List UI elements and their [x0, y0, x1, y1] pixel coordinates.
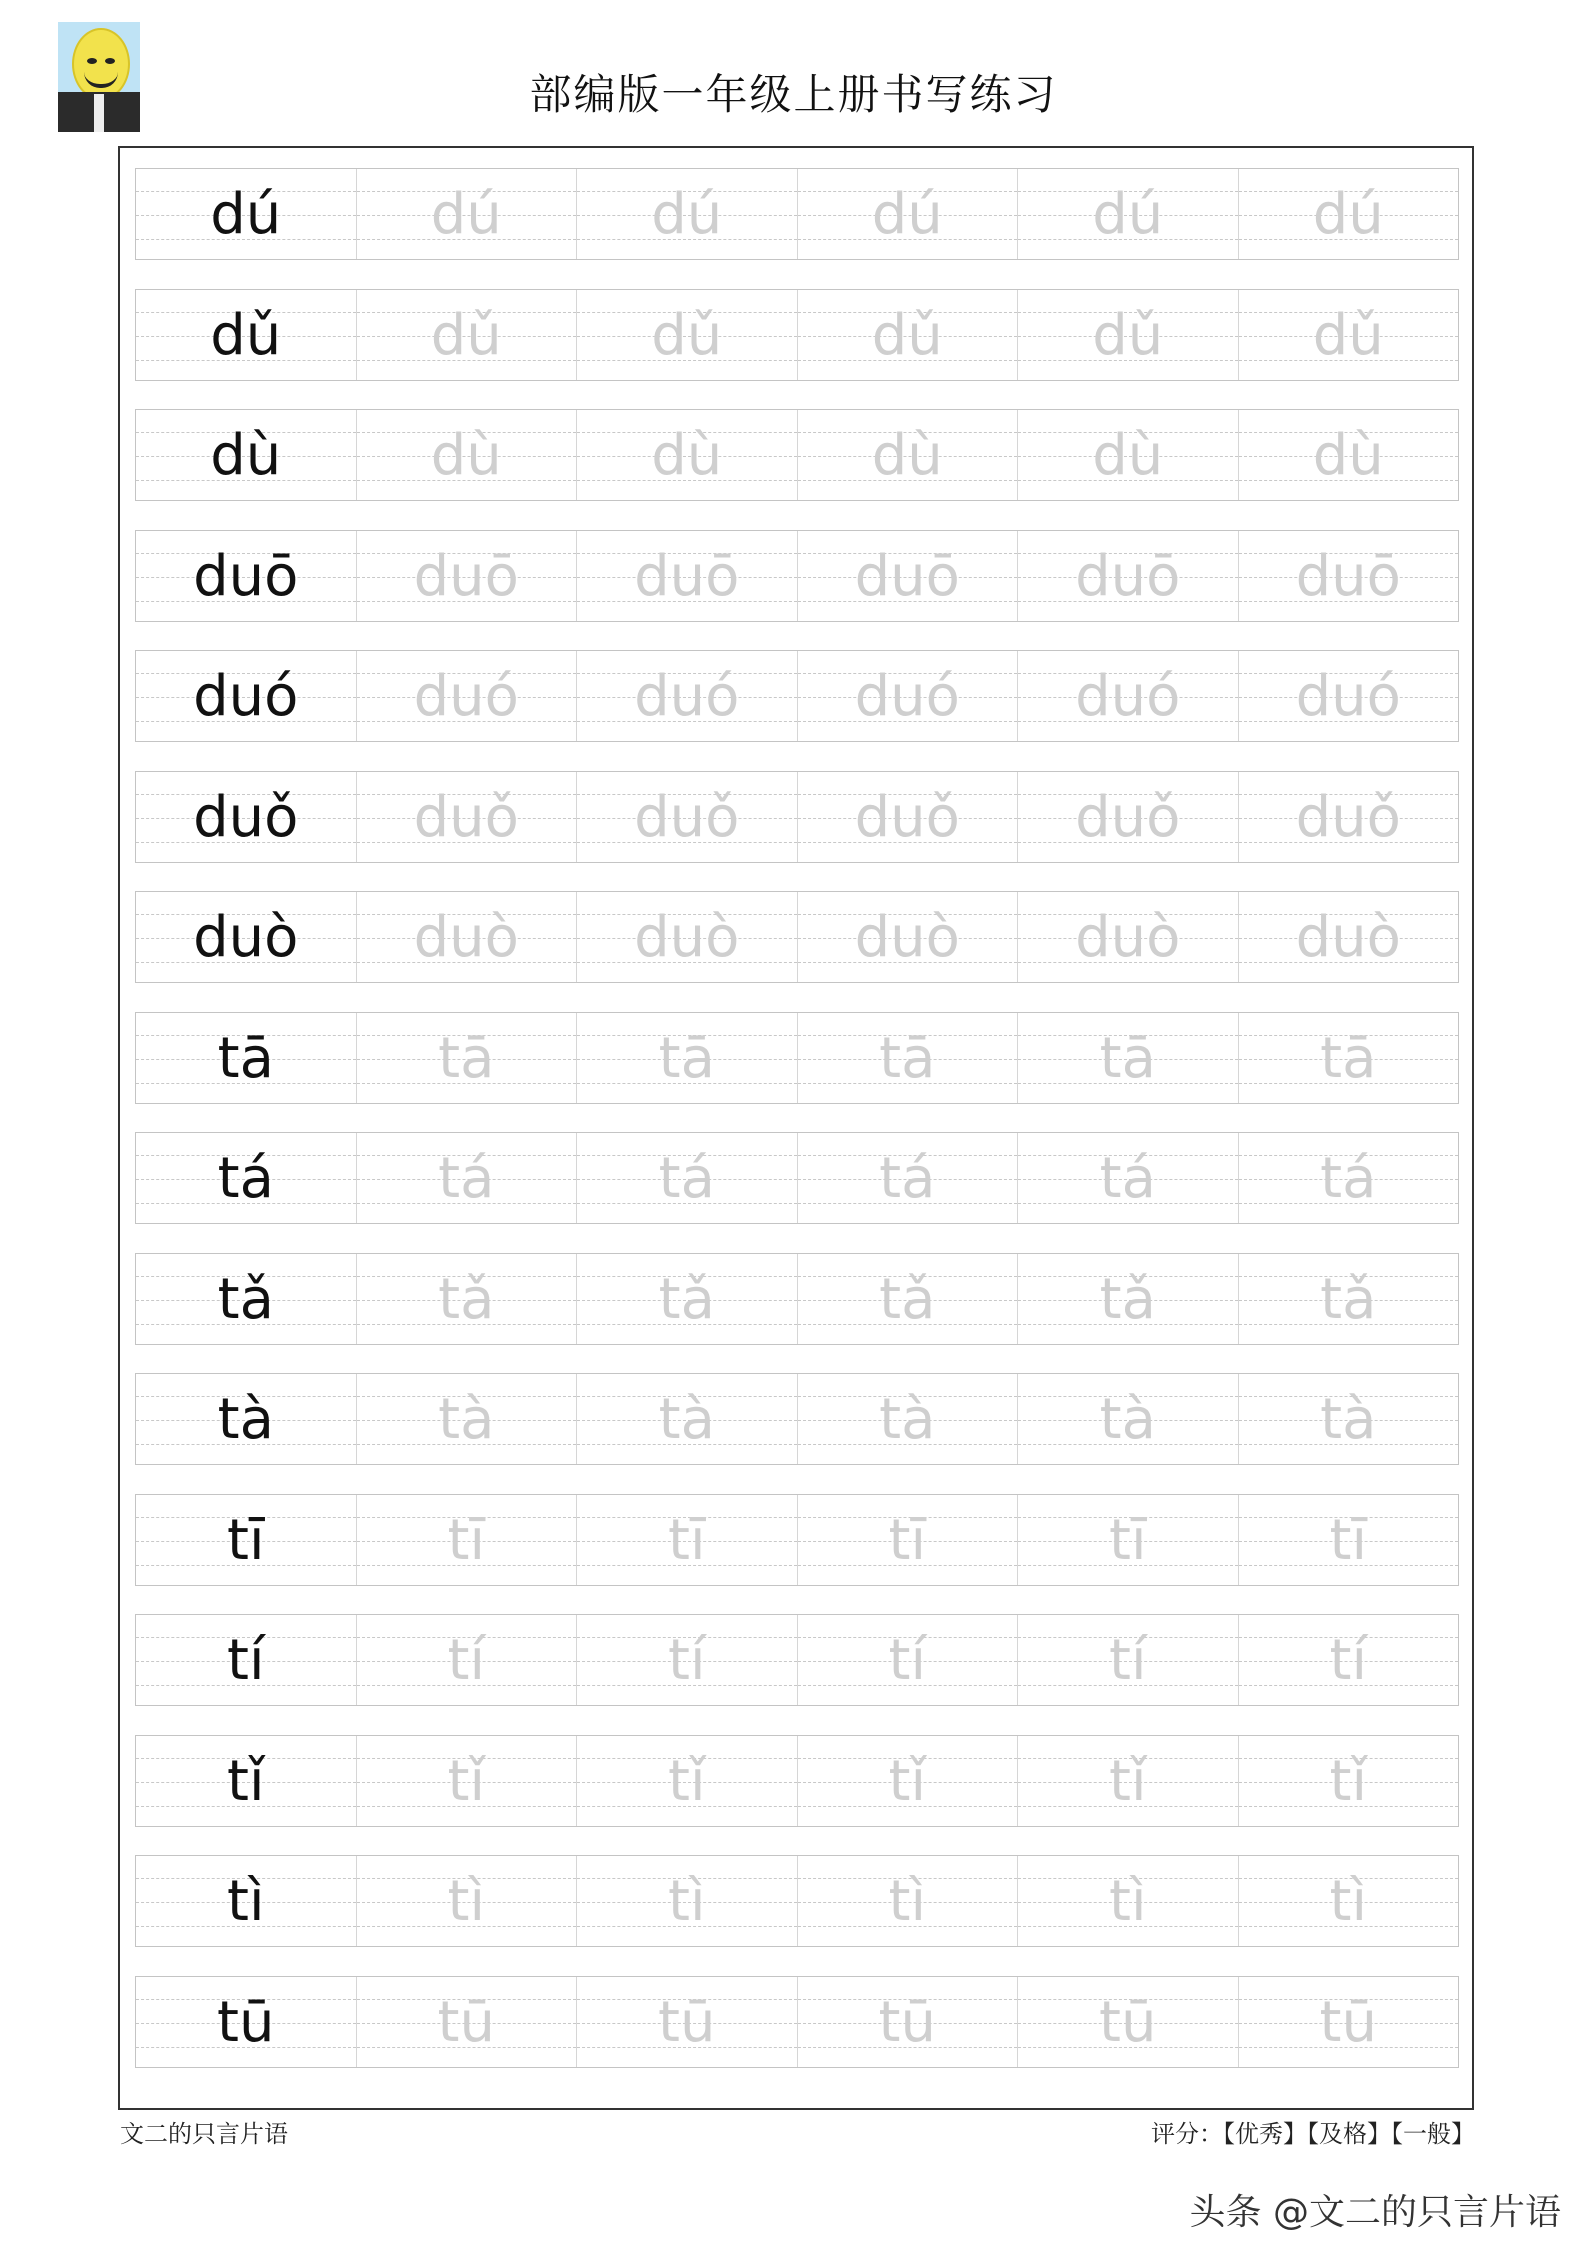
pinyin-trace: tá: [1099, 1146, 1156, 1211]
pinyin-trace: duó: [634, 664, 740, 729]
trace-cell: [357, 892, 578, 982]
pinyin-trace: tì: [1329, 1869, 1367, 1934]
pinyin-trace: tǐ: [888, 1748, 926, 1814]
pinyin-trace: tā: [658, 1025, 715, 1091]
trace-cell: [798, 1977, 1019, 2067]
trace-cell: [1239, 531, 1459, 621]
practice-row: [135, 1855, 1459, 1947]
pinyin-trace: tǐ: [1108, 1748, 1147, 1814]
pinyin-trace: duò: [634, 905, 740, 970]
practice-row: [135, 1735, 1459, 1827]
pinyin-trace: duò: [854, 905, 960, 970]
trace-cell: [577, 1615, 798, 1705]
trace-cell: [1018, 772, 1239, 862]
pinyin-trace: tá: [1320, 1146, 1377, 1211]
practice-row: [135, 530, 1459, 622]
model-cell: [136, 290, 357, 380]
practice-row: [135, 1012, 1459, 1104]
trace-cell: [1018, 1013, 1239, 1103]
trace-cell: [798, 1374, 1019, 1464]
trace-cell: [577, 410, 798, 500]
trace-cell: [798, 410, 1019, 500]
trace-cell: [1239, 290, 1459, 380]
trace-cell: [357, 1374, 578, 1464]
model-cell: [136, 1254, 357, 1344]
pinyin-model: dú: [210, 182, 282, 247]
pinyin-trace: tǐ: [667, 1748, 706, 1814]
pinyin-trace: duó: [413, 664, 519, 729]
pinyin-trace: tā: [1099, 1025, 1156, 1091]
trace-cell: [1018, 531, 1239, 621]
trace-cell: [1239, 892, 1459, 982]
trace-cell: [357, 1254, 578, 1344]
pinyin-trace: duō: [1295, 543, 1401, 609]
trace-cell: [798, 1495, 1019, 1585]
trace-cell: [357, 169, 578, 259]
pinyin-model: tū: [217, 1989, 275, 2055]
pinyin-trace: tā: [438, 1025, 495, 1091]
pinyin-trace: dú: [1092, 182, 1164, 247]
practice-row: [135, 1614, 1459, 1706]
pinyin-trace: duó: [854, 664, 960, 729]
trace-cell: [577, 531, 798, 621]
practice-row: [135, 409, 1459, 501]
trace-cell: [357, 772, 578, 862]
trace-cell: [577, 1133, 798, 1223]
pinyin-trace: tū: [878, 1989, 936, 2055]
trace-cell: [357, 1736, 578, 1826]
trace-cell: [1018, 1133, 1239, 1223]
page-title: 部编版一年级上册书写练习: [529, 70, 1058, 119]
trace-cell: [357, 1013, 578, 1103]
pinyin-trace: tà: [1099, 1387, 1156, 1452]
pinyin-trace: tà: [438, 1387, 495, 1452]
trace-cell: [1239, 1254, 1459, 1344]
trace-cell: [798, 1013, 1019, 1103]
pinyin-trace: duò: [1295, 905, 1401, 970]
pinyin-trace: dù: [1312, 423, 1384, 488]
pinyin-model: tì: [226, 1869, 265, 1934]
trace-cell: [577, 651, 798, 741]
model-cell: [136, 772, 357, 862]
trace-cell: [798, 772, 1019, 862]
pinyin-model: dù: [210, 423, 282, 488]
trace-cell: [577, 772, 798, 862]
pinyin-trace: tā: [1320, 1025, 1377, 1091]
trace-cell: [577, 1736, 798, 1826]
trace-cell: [1239, 410, 1459, 500]
model-cell: [136, 1495, 357, 1585]
model-cell: [136, 1374, 357, 1464]
pinyin-model: duǒ: [193, 784, 299, 850]
pinyin-trace: duǒ: [634, 784, 740, 850]
pinyin-trace: tī: [447, 1507, 485, 1573]
pinyin-trace: tì: [447, 1869, 485, 1934]
trace-cell: [1018, 1856, 1239, 1946]
trace-cell: [1018, 1254, 1239, 1344]
model-cell: [136, 1013, 357, 1103]
trace-cell: [1018, 290, 1239, 380]
trace-cell: [357, 531, 578, 621]
pinyin-trace: duō: [1075, 543, 1181, 609]
trace-cell: [1018, 410, 1239, 500]
pinyin-trace: tí: [667, 1628, 706, 1693]
trace-cell: [357, 410, 578, 500]
pinyin-model: duō: [193, 543, 299, 609]
pinyin-trace: tí: [1329, 1628, 1367, 1693]
trace-cell: [577, 1977, 798, 2067]
pinyin-trace: tǎ: [1099, 1266, 1156, 1332]
pinyin-trace: tì: [888, 1869, 926, 1934]
pinyin-trace: tī: [1329, 1507, 1367, 1573]
trace-cell: [798, 1254, 1019, 1344]
practice-row: [135, 289, 1459, 381]
pinyin-trace: tǎ: [879, 1266, 936, 1332]
trace-cell: [798, 651, 1019, 741]
trace-cell: [577, 169, 798, 259]
pinyin-model: tā: [217, 1025, 274, 1091]
pinyin-model: duò: [193, 905, 299, 970]
practice-row: [135, 891, 1459, 983]
pinyin-model: tǐ: [226, 1748, 265, 1814]
model-cell: [136, 410, 357, 500]
trace-cell: [1239, 169, 1459, 259]
trace-cell: [577, 892, 798, 982]
trace-cell: [798, 892, 1019, 982]
pinyin-trace: dú: [651, 182, 723, 247]
trace-cell: [1018, 1374, 1239, 1464]
pinyin-trace: tà: [879, 1387, 936, 1452]
practice-row: [135, 1494, 1459, 1586]
model-cell: [136, 1736, 357, 1826]
trace-cell: [1018, 1977, 1239, 2067]
practice-row: [135, 650, 1459, 742]
pinyin-trace: dǔ: [651, 302, 723, 368]
trace-cell: [1018, 892, 1239, 982]
pinyin-trace: tī: [667, 1507, 706, 1573]
pinyin-trace: duō: [854, 543, 960, 609]
trace-cell: [798, 1856, 1019, 1946]
pinyin-trace: dú: [871, 182, 943, 247]
pinyin-trace: tū: [1099, 1989, 1157, 2055]
pinyin-trace: tá: [438, 1146, 495, 1211]
trace-cell: [577, 290, 798, 380]
trace-cell: [577, 1495, 798, 1585]
pinyin-trace: dǔ: [1092, 302, 1164, 368]
practice-row: [135, 1253, 1459, 1345]
pinyin-trace: tū: [1319, 1989, 1377, 2055]
trace-cell: [1239, 1374, 1459, 1464]
pinyin-trace: tā: [879, 1025, 936, 1091]
practice-row: [135, 1132, 1459, 1224]
pinyin-trace: tǎ: [658, 1266, 715, 1332]
pinyin-trace: tà: [1320, 1387, 1377, 1452]
trace-cell: [357, 1856, 578, 1946]
pinyin-trace: tí: [1108, 1628, 1147, 1693]
trace-cell: [1239, 1133, 1459, 1223]
pinyin-trace: dù: [1092, 423, 1164, 488]
model-cell: [136, 531, 357, 621]
trace-cell: [357, 1615, 578, 1705]
trace-cell: [577, 1254, 798, 1344]
trace-cell: [357, 1495, 578, 1585]
trace-cell: [1018, 1736, 1239, 1826]
trace-cell: [798, 531, 1019, 621]
practice-row: [135, 771, 1459, 863]
pinyin-model: tī: [226, 1507, 265, 1573]
pinyin-trace: duō: [413, 543, 519, 609]
pinyin-trace: tá: [879, 1146, 936, 1211]
model-cell: [136, 1977, 357, 2067]
pinyin-trace: dǔ: [1312, 302, 1384, 368]
trace-cell: [357, 290, 578, 380]
pinyin-trace: duò: [413, 905, 519, 970]
trace-cell: [1239, 1615, 1459, 1705]
pinyin-model: tà: [217, 1387, 274, 1452]
pinyin-trace: dǔ: [871, 302, 943, 368]
pinyin-trace: tá: [658, 1146, 715, 1211]
trace-cell: [798, 1133, 1019, 1223]
trace-cell: [798, 169, 1019, 259]
trace-cell: [1239, 1013, 1459, 1103]
trace-cell: [1239, 1736, 1459, 1826]
pinyin-trace: dù: [871, 423, 943, 488]
pinyin-trace: duǒ: [1295, 784, 1401, 850]
pinyin-trace: tǎ: [438, 1266, 495, 1332]
pinyin-model: dǔ: [210, 302, 282, 368]
practice-frame: [118, 146, 1474, 2110]
pinyin-trace: duǒ: [413, 784, 519, 850]
trace-cell: [357, 1133, 578, 1223]
practice-row: [135, 1976, 1459, 2068]
pinyin-trace: dǔ: [430, 302, 502, 368]
trace-cell: [1239, 651, 1459, 741]
pinyin-trace: tū: [658, 1989, 716, 2055]
practice-row: [135, 168, 1459, 260]
pinyin-trace: dù: [430, 423, 502, 488]
pinyin-trace: tǐ: [447, 1748, 485, 1814]
footer-score-label: 评分：【优秀】【及格】【一般】: [1151, 2120, 1475, 2148]
trace-cell: [1018, 1615, 1239, 1705]
watermark: 头条 @文二的只言片语: [1189, 2192, 1561, 2233]
pinyin-trace: duǒ: [854, 784, 960, 850]
pinyin-trace: duō: [634, 543, 740, 609]
pinyin-trace: tí: [888, 1628, 926, 1693]
pinyin-trace: tū: [437, 1989, 495, 2055]
pinyin-model: tá: [217, 1146, 274, 1211]
pinyin-model: tǎ: [217, 1266, 274, 1332]
trace-cell: [1018, 651, 1239, 741]
trace-cell: [1239, 1977, 1459, 2067]
pinyin-trace: duò: [1075, 905, 1181, 970]
pinyin-trace: tī: [1108, 1507, 1147, 1573]
trace-cell: [1239, 1495, 1459, 1585]
trace-cell: [357, 651, 578, 741]
model-cell: [136, 651, 357, 741]
trace-cell: [798, 1615, 1019, 1705]
model-cell: [136, 1133, 357, 1223]
model-cell: [136, 1615, 357, 1705]
pinyin-trace: tí: [447, 1628, 485, 1693]
pinyin-trace: tǎ: [1320, 1266, 1377, 1332]
pinyin-trace: tì: [1108, 1869, 1147, 1934]
trace-cell: [1239, 1856, 1459, 1946]
pinyin-trace: dú: [430, 182, 502, 247]
footer-author: 文二的只言片语: [120, 2120, 288, 2148]
model-cell: [136, 892, 357, 982]
model-cell: [136, 169, 357, 259]
pinyin-trace: dú: [1312, 182, 1384, 247]
trace-cell: [577, 1374, 798, 1464]
pinyin-trace: duó: [1295, 664, 1401, 729]
trace-cell: [357, 1977, 578, 2067]
trace-cell: [1018, 1495, 1239, 1585]
pinyin-trace: tà: [658, 1387, 715, 1452]
trace-cell: [1239, 772, 1459, 862]
trace-cell: [577, 1013, 798, 1103]
pinyin-trace: dù: [651, 423, 723, 488]
practice-row: [135, 1373, 1459, 1465]
model-cell: [136, 1856, 357, 1946]
pinyin-trace: tǐ: [1329, 1748, 1367, 1814]
pinyin-model: duó: [193, 664, 299, 729]
pinyin-trace: duǒ: [1075, 784, 1181, 850]
trace-cell: [1018, 169, 1239, 259]
pinyin-trace: duó: [1075, 664, 1181, 729]
trace-cell: [577, 1856, 798, 1946]
trace-cell: [798, 1736, 1019, 1826]
pinyin-trace: tì: [667, 1869, 706, 1934]
trace-cell: [798, 290, 1019, 380]
pinyin-model: tí: [226, 1628, 265, 1693]
pinyin-trace: tī: [888, 1507, 926, 1573]
